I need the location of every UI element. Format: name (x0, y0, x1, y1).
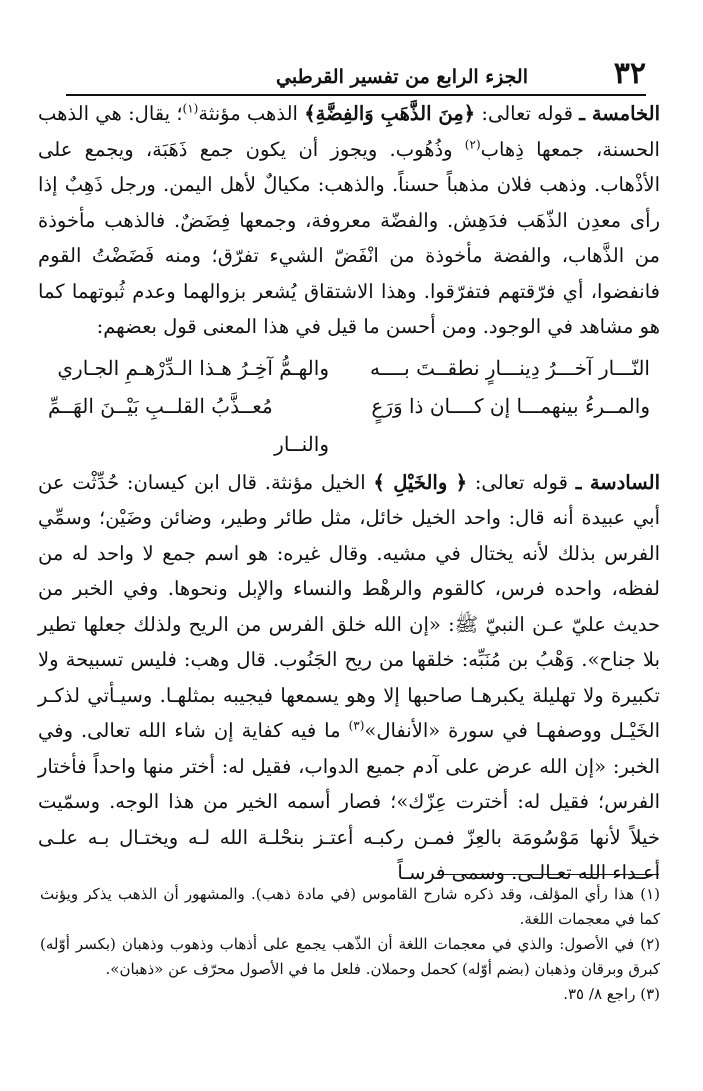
poem (38, 349, 660, 463)
footnote-2: (٢) في الأصول: والذي في معجمات اللغة أن الذّهب يجمع على أذهاب وذهوب وذهبان (بكسر أوّله) كبرق وبرقان وذهبان (بضم أوّله) كحمل وحملان. فلعل ما في الأصول محرّف عن «ذهبان». (40, 935, 660, 978)
footnote-ref[interactable]: (١) (182, 101, 199, 116)
paragraph-text: وذُهُوب. ويجوز أن يكون جمع ذَهَبَة، ويجمع على الأذْهاب. وذهب فلان مذهباً حسناً. والذهب: مكيالٌ لأهل اليمن. ورجل ذَهِبٌ إذا رأى معدِن الذّهَب فدَهِش. والفضّة معروفة، وجمعها فِضَضٌ. فالذهب مأخوذة من الذَّهاب، والفضة مأخوذة من انْفَضّ الشيء تفرّق؛ ومنه فَضَضْتُ القوم فانفضوا، أي فرّقتهم فتفرّقوا. وهذا الاشتقاق يُشعر بزوالهما وعدم ثُبوتهما كما هو مشاهد في الوجود. ومن أحسن ما قيل في هذا المعنى قول بعضهم: (38, 137, 660, 338)
section-lead: الخامسة ـ (579, 102, 661, 125)
poem-verse-1-second-hemistich: والهـمُّ آخِـرُ هـذا الـدِّرْهـمِ الجـاري (57, 355, 329, 380)
poem-verse-1-first-hemistich: النّـــار آخـــرُ دِينـــارٍ نطقــتَ بــــه (370, 355, 650, 380)
quran-quote: ﴿ والخَيْلِ ﴾ (373, 470, 468, 494)
footnote-3: (٣) راجع ٨/ ٣٥. (563, 985, 660, 1003)
footnote-ref[interactable]: (٢) (464, 137, 481, 151)
paragraph-khamisa (38, 96, 660, 345)
paragraph-text: ما فيه كفاية إن شاء الله تعالى. وفي الخبر: «إن الله عرض على آدم جميع الدواب، فقيل له: أختر منها واحداً فأختار الفرس؛ فقيل له: أخترت عِزّك»؛ فصار أسمه الخير من هذا الوجه. وسمّيت خيلاً لأنها مَوْسُومَة بالعِزّ فمـن ركبـه أعتـز بنحْلـة الله لـه ويختـال بـه علـى أعـداء الله تعـالـى. وسمى فرسـاً (38, 719, 660, 884)
paragraph-text: الذهب مؤنثة (198, 102, 305, 125)
footnote-divider (437, 874, 659, 875)
poem-verse-2-second-hemistich: مُعــذَّبُ القلــبِ بَيْــنَ الهَــمِّ والنــار (48, 393, 329, 456)
page-header (66, 50, 646, 96)
footnote-1: (١) هذا رأي المؤلف، وقد ذكره شارح القاموس (في مادة ذهب). والمشهور أن الذهب يذكر ويؤنث كما في معجمات اللغة. (40, 885, 660, 928)
running-title: الجزء الرابع من تفسير القرطبي (276, 66, 529, 88)
section-lead: السادسة ـ (575, 470, 660, 494)
page-number: ٣٢ (613, 56, 646, 91)
paragraph-text: الخيل مؤنثة. قال ابن كيسان: حُدِّثْت عن أبي عبيدة أنه قال: واحد الخيل خائل، مثل طائر وطير، وضائن وضَيْن؛ وسمِّي الفرس بذلك لأنه يختال في مشيه. وقال غيره: هو اسم جمع لا واحد له من لفظه، واحده فرس، كالقوم والرهْط والنساء والإبل ونحوها. وفي الخبر من حديث عليّ عـن النبيّ ﷺ: «إن الله خلق الفرس من الريح ولذلك جعلها تطير بلا جناح». وَهْبُ بن مُنَبِّه: خلقها من ريح الجَنُوب. قال وهب: فليس تسبيحة ولا تكبيرة ولا تهليلة يكبرهـا صاحبها إلا وهو يسمعها فيجيبه بمثلهـا. وسيـأتي لذكـر الخَيْـل ووصفهـا في سورة «الأنفال» (38, 470, 660, 742)
footnote-ref[interactable]: (٣) (348, 718, 365, 733)
paragraph-sadisa (38, 465, 660, 891)
paragraph-text: قوله تعالى: (475, 102, 580, 125)
paragraph-text: ؛ يقال: هي الذهب الحسنة، جمعها ذِهاب (38, 102, 660, 161)
poem-verse-2-first-hemistich: والمــرءُ بينهمـــا إن كــــان ذا وَرَعٍ (371, 393, 650, 418)
main-text (38, 96, 660, 891)
paragraph-text: قوله تعالى: (467, 470, 576, 494)
quran-quote: ﴿مِنَ الذَّهَبِ وَالفِضَّةِ﴾ (304, 102, 476, 125)
footnotes (40, 882, 660, 1007)
